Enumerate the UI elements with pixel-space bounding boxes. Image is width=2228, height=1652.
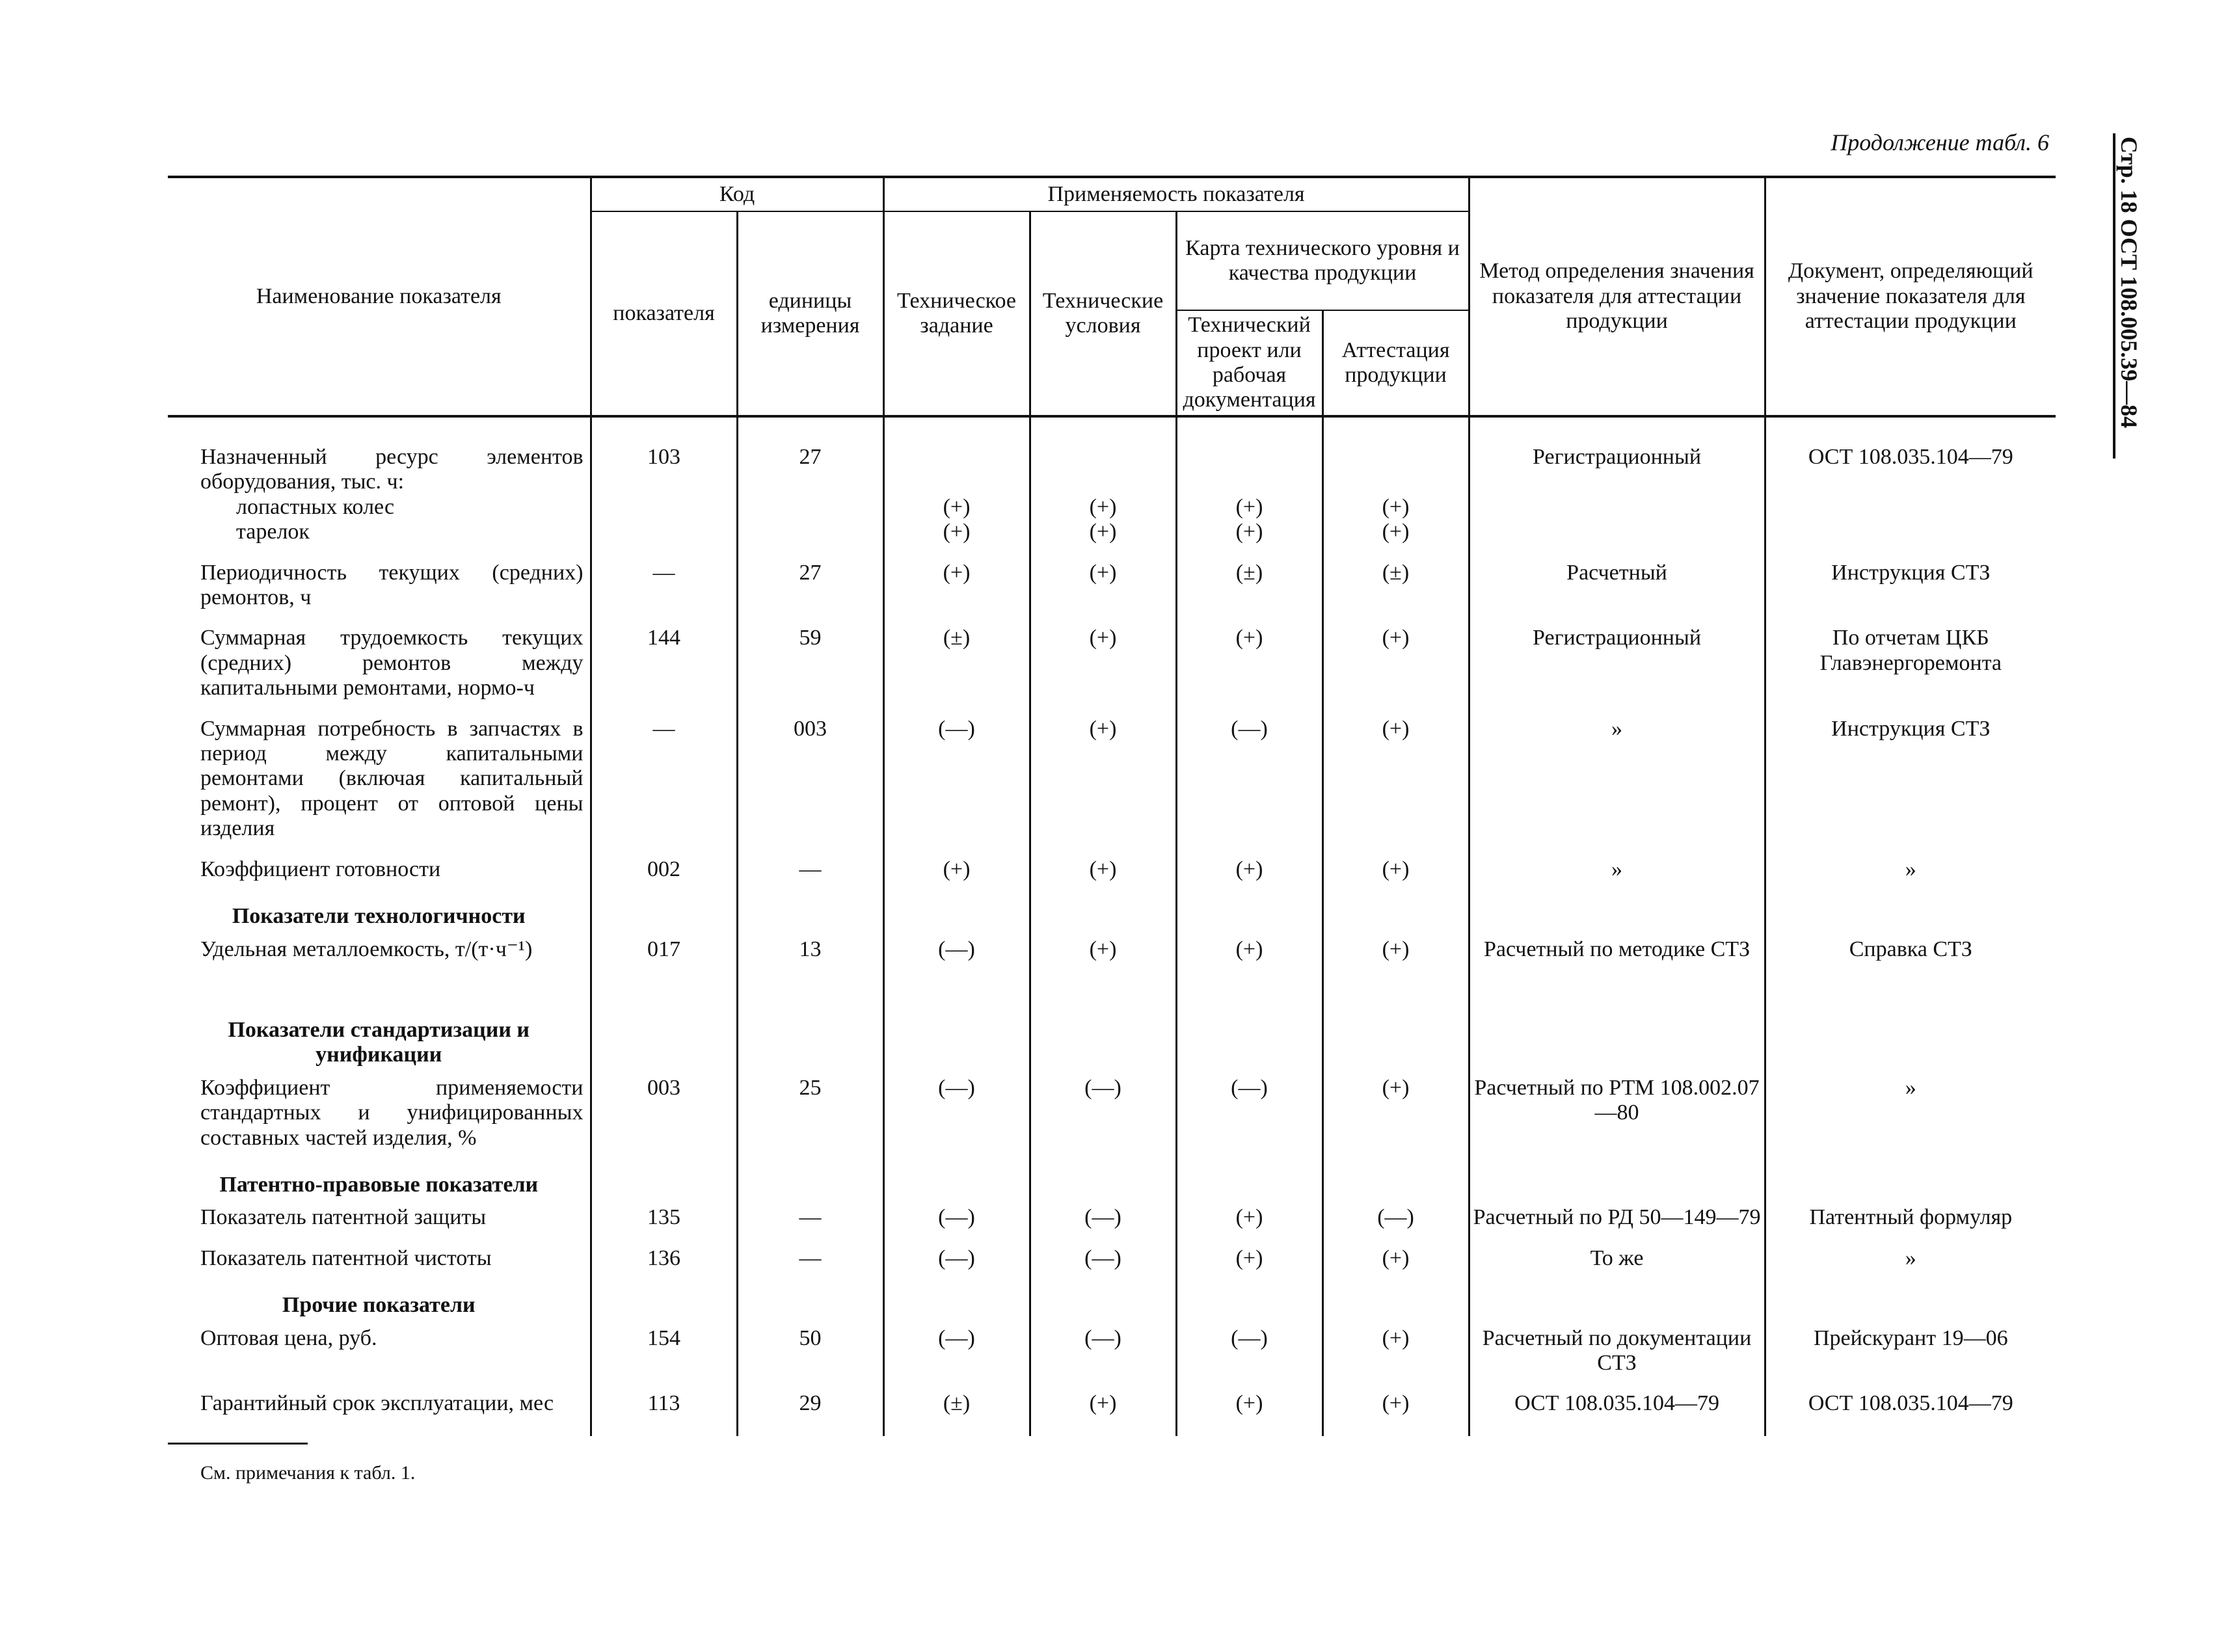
- row-name: Суммарная потребность в запчастях в период между капитальными ремонтами (включая капитальный ремонт), процент от оптовой цены изделия: [168, 713, 591, 853]
- row-indicator: 017: [591, 933, 737, 1007]
- row-tz: (—): [883, 1242, 1030, 1283]
- row-unit: —: [737, 1242, 883, 1283]
- row-document: ОСТ 108.035.104—79: [1808, 445, 2013, 469]
- section-row: [168, 894, 2056, 933]
- table-row: [168, 495, 2056, 520]
- row-tu: (+): [1030, 853, 1176, 894]
- table-row: [168, 713, 2056, 853]
- row-tu: (—): [1030, 1201, 1176, 1242]
- row-tu: (+): [1030, 622, 1176, 712]
- row-tz: (±): [883, 1387, 1030, 1435]
- row-unit: —: [737, 853, 883, 894]
- row-name: Назначенный ресурс элементов оборудования, тыс. ч:: [168, 441, 591, 495]
- section-heading: Прочие показатели: [168, 1283, 591, 1322]
- row-unit: [737, 495, 883, 520]
- header-tech-project: Технический проект или рабочая документация: [1176, 310, 1322, 416]
- row-indicator: 135: [591, 1201, 737, 1242]
- row-document: Инструкция СТЗ: [1831, 560, 1991, 585]
- row-method: Расчетный по РТМ 108.002.07—80: [1469, 1072, 1765, 1162]
- row-indicator: 103: [591, 441, 737, 495]
- row-indicator: 136: [591, 1242, 737, 1283]
- row-name: тарелок: [168, 520, 591, 556]
- table-row: [168, 933, 2056, 1007]
- table-row: [168, 441, 2056, 495]
- row-att: (+): [1322, 1387, 1469, 1435]
- row-tp: (+): [1176, 1387, 1322, 1435]
- row-indicator: 144: [591, 622, 737, 712]
- row-tu: [1030, 441, 1176, 495]
- row-att: (+): [1322, 495, 1469, 520]
- table-row: [168, 1072, 2056, 1162]
- table-spacer-row: [168, 416, 2056, 441]
- header-tech-conditions: Технические условия: [1030, 211, 1176, 416]
- row-tz: (—): [883, 933, 1030, 1007]
- header-applicability: Применяемость показателя: [883, 177, 1469, 211]
- section-heading: Патентно-правовые показатели: [168, 1162, 591, 1201]
- side-page-header-text: Стр. 18 ОСТ 108.005.39—84: [2116, 137, 2142, 429]
- table-row: [168, 520, 2056, 556]
- row-tu: (—): [1030, 1322, 1176, 1388]
- row-tp: (+): [1176, 622, 1322, 712]
- row-tu: (+): [1030, 1387, 1176, 1435]
- section-row: [168, 1162, 2056, 1201]
- row-att: (+): [1322, 1322, 1469, 1388]
- row-indicator: [591, 520, 737, 556]
- row-unit: 59: [737, 622, 883, 712]
- row-name: Показатель патентной защиты: [168, 1201, 591, 1242]
- row-document: »: [1905, 1075, 1916, 1100]
- header-code-indicator: показателя: [591, 211, 737, 416]
- row-method: ОСТ 108.035.104—79: [1469, 1387, 1765, 1435]
- row-att: [1322, 441, 1469, 495]
- row-name: Оптовая цена, руб.: [168, 1322, 591, 1388]
- row-document: »: [1905, 857, 1916, 881]
- row-tz: (+): [883, 495, 1030, 520]
- row-method: [1469, 520, 1765, 556]
- row-tu: (+): [1030, 933, 1176, 1007]
- table-header: [168, 177, 2056, 416]
- row-tz: [883, 441, 1030, 495]
- row-name: Удельная металлоемкость, т/(т·ч⁻¹): [168, 933, 591, 1007]
- header-code-unit: единицы измерения: [737, 211, 883, 416]
- row-name: Гарантийный срок эксплуатации, мес: [168, 1387, 591, 1435]
- row-att: (+): [1322, 520, 1469, 556]
- row-tz: (—): [883, 713, 1030, 853]
- row-indicator: —: [591, 557, 737, 622]
- row-att: (+): [1322, 713, 1469, 853]
- row-unit: 27: [737, 441, 883, 495]
- row-tz: (+): [883, 557, 1030, 622]
- row-tp: (+): [1176, 1242, 1322, 1283]
- row-tp: (+): [1176, 933, 1322, 1007]
- indicators-table: [168, 176, 2056, 1436]
- row-tz: (+): [883, 853, 1030, 894]
- table-row: [168, 853, 2056, 894]
- table-continuation-caption: Продолжение табл. 6: [1831, 129, 2049, 155]
- row-name: Показатель патентной чистоты: [168, 1242, 591, 1283]
- table-row: [168, 622, 2056, 712]
- row-unit: 27: [737, 557, 883, 622]
- row-tu: (—): [1030, 1242, 1176, 1283]
- row-method: Регистрационный: [1469, 622, 1765, 712]
- row-tu: (+): [1030, 713, 1176, 853]
- row-tz: (+): [883, 520, 1030, 556]
- header-tech-task: Техническое задание: [883, 211, 1030, 416]
- header-card: Карта технического уровня и качества продукции: [1176, 211, 1469, 310]
- row-att: (+): [1322, 933, 1469, 1007]
- row-tz: (—): [883, 1072, 1030, 1162]
- row-indicator: [591, 495, 737, 520]
- table-row: [168, 1201, 2056, 1242]
- row-unit: 50: [737, 1322, 883, 1388]
- row-tu: (+): [1030, 520, 1176, 556]
- header-name: Наименование показателя: [168, 177, 591, 416]
- row-att: (+): [1322, 622, 1469, 712]
- row-tp: (—): [1176, 713, 1322, 853]
- row-tu: (—): [1030, 1072, 1176, 1162]
- row-tp: [1176, 441, 1322, 495]
- row-document: [1765, 520, 2056, 556]
- row-tu: (+): [1030, 557, 1176, 622]
- row-document: [1765, 495, 2056, 520]
- row-att: (+): [1322, 853, 1469, 894]
- row-tz: (—): [883, 1322, 1030, 1388]
- row-name: Суммарная трудоемкость текущих (средних) ремонтов между капитальными ремонтами, нормо-ч: [168, 622, 591, 712]
- row-document: Справка СТЗ: [1849, 937, 1972, 961]
- table-row: [168, 557, 2056, 622]
- side-page-header: [2114, 137, 2140, 475]
- header-document: Документ, определяющий значение показателя для аттестации продукции: [1765, 177, 2056, 416]
- row-indicator: 002: [591, 853, 737, 894]
- row-tu: (+): [1030, 495, 1176, 520]
- footnote-rule: [168, 1443, 308, 1445]
- row-tp: (+): [1176, 495, 1322, 520]
- header-code: Код: [591, 177, 883, 211]
- row-att: (+): [1322, 1072, 1469, 1162]
- row-document: Прейскурант 19—06: [1813, 1326, 2008, 1350]
- row-document: Патентный формуляр: [1809, 1205, 2013, 1230]
- section-row: [168, 1283, 2056, 1322]
- row-tp: (+): [1176, 853, 1322, 894]
- row-method: »: [1469, 713, 1765, 853]
- row-name: Коэффициент применяемости стандартных и унифицированных составных частей изделия, %: [168, 1072, 591, 1162]
- row-method: Расчетный по документации СТЗ: [1469, 1322, 1765, 1388]
- row-att: (+): [1322, 1242, 1469, 1283]
- row-method: Расчетный: [1469, 557, 1765, 622]
- footnote: См. примечания к табл. 1.: [200, 1462, 416, 1484]
- row-unit: 25: [737, 1072, 883, 1162]
- row-tp: (—): [1176, 1322, 1322, 1388]
- row-unit: 29: [737, 1387, 883, 1435]
- table-row: [168, 1242, 2056, 1283]
- row-method: Расчетный по методике СТЗ: [1469, 933, 1765, 1007]
- row-indicator: 113: [591, 1387, 737, 1435]
- row-tp: (+): [1176, 1201, 1322, 1242]
- row-document: ОСТ 108.035.104—79: [1808, 1391, 2013, 1416]
- row-document: »: [1905, 1246, 1916, 1270]
- row-unit: —: [737, 1201, 883, 1242]
- row-method: Регистрационный: [1469, 441, 1765, 495]
- row-name: Периодичность текущих (средних) ремонтов, ч: [168, 557, 591, 622]
- row-indicator: —: [591, 713, 737, 853]
- section-heading: Показатели стандартизации и унификации: [168, 1007, 591, 1072]
- row-method: »: [1469, 853, 1765, 894]
- table-row: [168, 1387, 2056, 1435]
- row-tp: (—): [1176, 1072, 1322, 1162]
- row-name: Коэффициент готовности: [168, 853, 591, 894]
- row-document: Инструкция СТЗ: [1831, 716, 1991, 741]
- row-tp: (+): [1176, 520, 1322, 556]
- row-method: Расчетный по РД 50—149—79: [1469, 1201, 1765, 1242]
- row-method: То же: [1469, 1242, 1765, 1283]
- row-tz: (—): [883, 1201, 1030, 1242]
- table-body: [168, 416, 2056, 1436]
- row-method: [1469, 495, 1765, 520]
- row-name: лопастных колес: [168, 495, 591, 520]
- row-att: (±): [1322, 557, 1469, 622]
- table-row: [168, 1322, 2056, 1388]
- row-indicator: 154: [591, 1322, 737, 1388]
- section-row: [168, 1007, 2056, 1072]
- row-tp: (±): [1176, 557, 1322, 622]
- header-attestation: Аттестация продукции: [1322, 310, 1469, 416]
- row-document: По отчетам ЦКБ Главэнергоремонта: [1819, 626, 2002, 675]
- row-indicator: 003: [591, 1072, 737, 1162]
- row-unit: 003: [737, 713, 883, 853]
- row-unit: 13: [737, 933, 883, 1007]
- section-heading: Показатели технологичности: [168, 894, 591, 933]
- header-method: Метод определения значения показателя для аттестации продукции: [1469, 177, 1765, 416]
- row-att: (—): [1322, 1201, 1469, 1242]
- row-unit: [737, 520, 883, 556]
- row-tz: (±): [883, 622, 1030, 712]
